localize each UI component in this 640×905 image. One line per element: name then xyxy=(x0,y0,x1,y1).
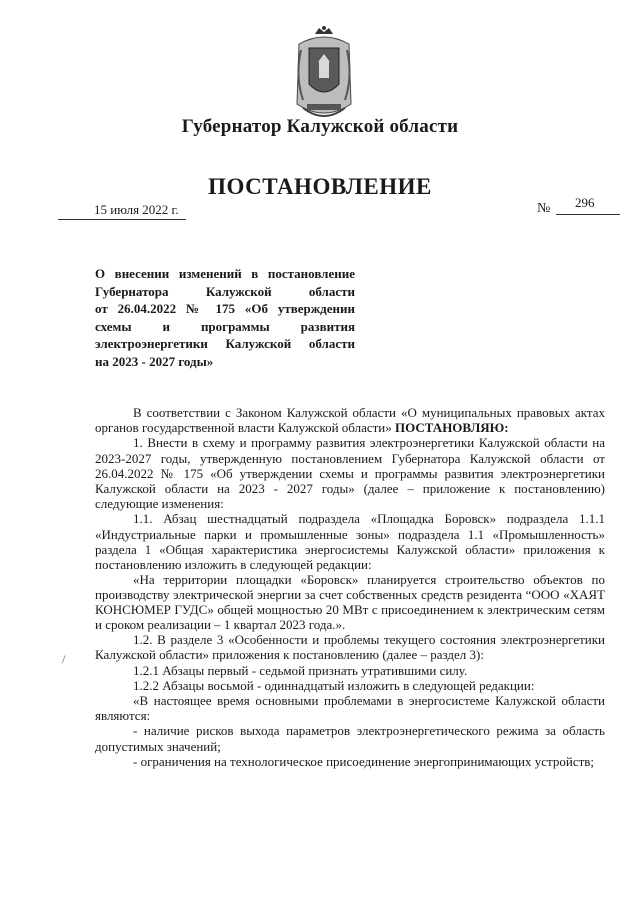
paragraph-1: 1. Внести в схему и программу развития электроэнергетики Калужской области на 2023-2027 годы, утвержденную постановлением Губернатора Калужской области от 26.04.2022 № 175 «Об утверждении схемы и программы развития электроэнергетики Калужской области на 2023 - 2027 годы» (далее – приложение к постановлению) следующие изменения: xyxy=(95,435,605,512)
subject-line: схемы и программы развития xyxy=(95,318,355,334)
preamble-paragraph xyxy=(95,405,605,435)
document-type-heading: ПОСТАНОВЛЕНИЕ xyxy=(208,174,432,199)
issuer-title: Губернатор Калужской области xyxy=(181,116,459,137)
paragraph-1-2: 1.2. В разделе 3 «Особенности и проблемы текущего состояния электроэнергетики Калужской области» приложения к постановлению (далее – раздел 3): xyxy=(95,632,605,663)
quoted-paragraph-1: «На территории площадки «Боровск» планируется строительство объектов по производству электрической энергии за счет собственных средств резидента “ООО «ХАЯТ КОНСЮМЕР ГУДС» общей мощностью 20 МВт с присоединением к электрическим сетям и сроком реализации – 1 квартал 2023 года.». xyxy=(95,572,605,633)
margin-mark: / xyxy=(62,652,66,666)
paragraph-1-1: 1.1. Абзац шестнадцатый подраздела «Площадка Боровск» подраздела 1.1.1 «Индустриальные парки и промышленные зоны» подраздела 1.1 «Промышленность» раздела 1 «Общая характеристика энергосистемы Калужской области» приложения к постановлению изложить в следующей редакции: xyxy=(95,511,605,573)
coat-of-arms-emblem xyxy=(293,26,355,128)
preamble-text: В соответствии с Законом Калужской области «О муниципальных правовых актах органов государственной власти Калужской области» xyxy=(95,405,605,436)
date-underline xyxy=(58,219,186,220)
decree-keyword: ПОСТАНОВЛЯЮ: xyxy=(395,420,509,436)
subject-line: на 2023 - 2027 годы» xyxy=(95,353,214,369)
document-subject xyxy=(95,265,355,370)
document-body xyxy=(95,405,605,769)
quoted-paragraph-2: «В настоящее время основными проблемами в энергосистеме Калужской области являются: xyxy=(95,693,605,724)
subject-line: электроэнергетики Калужской области xyxy=(95,336,355,351)
paragraph-1-2-2: 1.2.2 Абзацы восьмой - одиннадцатый изложить в следующей редакции: xyxy=(133,677,535,693)
number-underline xyxy=(556,214,620,215)
subject-line: Губернатора Калужской области xyxy=(95,283,355,299)
number-label: № xyxy=(537,201,551,216)
document-number: 296 xyxy=(575,195,595,210)
document-date: 15 июля 2022 г. xyxy=(94,202,179,217)
paragraph-1-2-1: 1.2.1 Абзацы первый - седьмой признать утратившими силу. xyxy=(133,662,468,678)
subject-line: О внесении изменений в постановление xyxy=(95,266,355,281)
bullet-item: - ограничения на технологическое присоединение энергопринимающих устройств; xyxy=(133,753,595,769)
bullet-item: - наличие рисков выхода параметров электроэнергетического режима за область допустимых значений; xyxy=(95,723,605,754)
subject-line: от 26.04.2022 № 175 «Об утверждении xyxy=(95,301,355,316)
